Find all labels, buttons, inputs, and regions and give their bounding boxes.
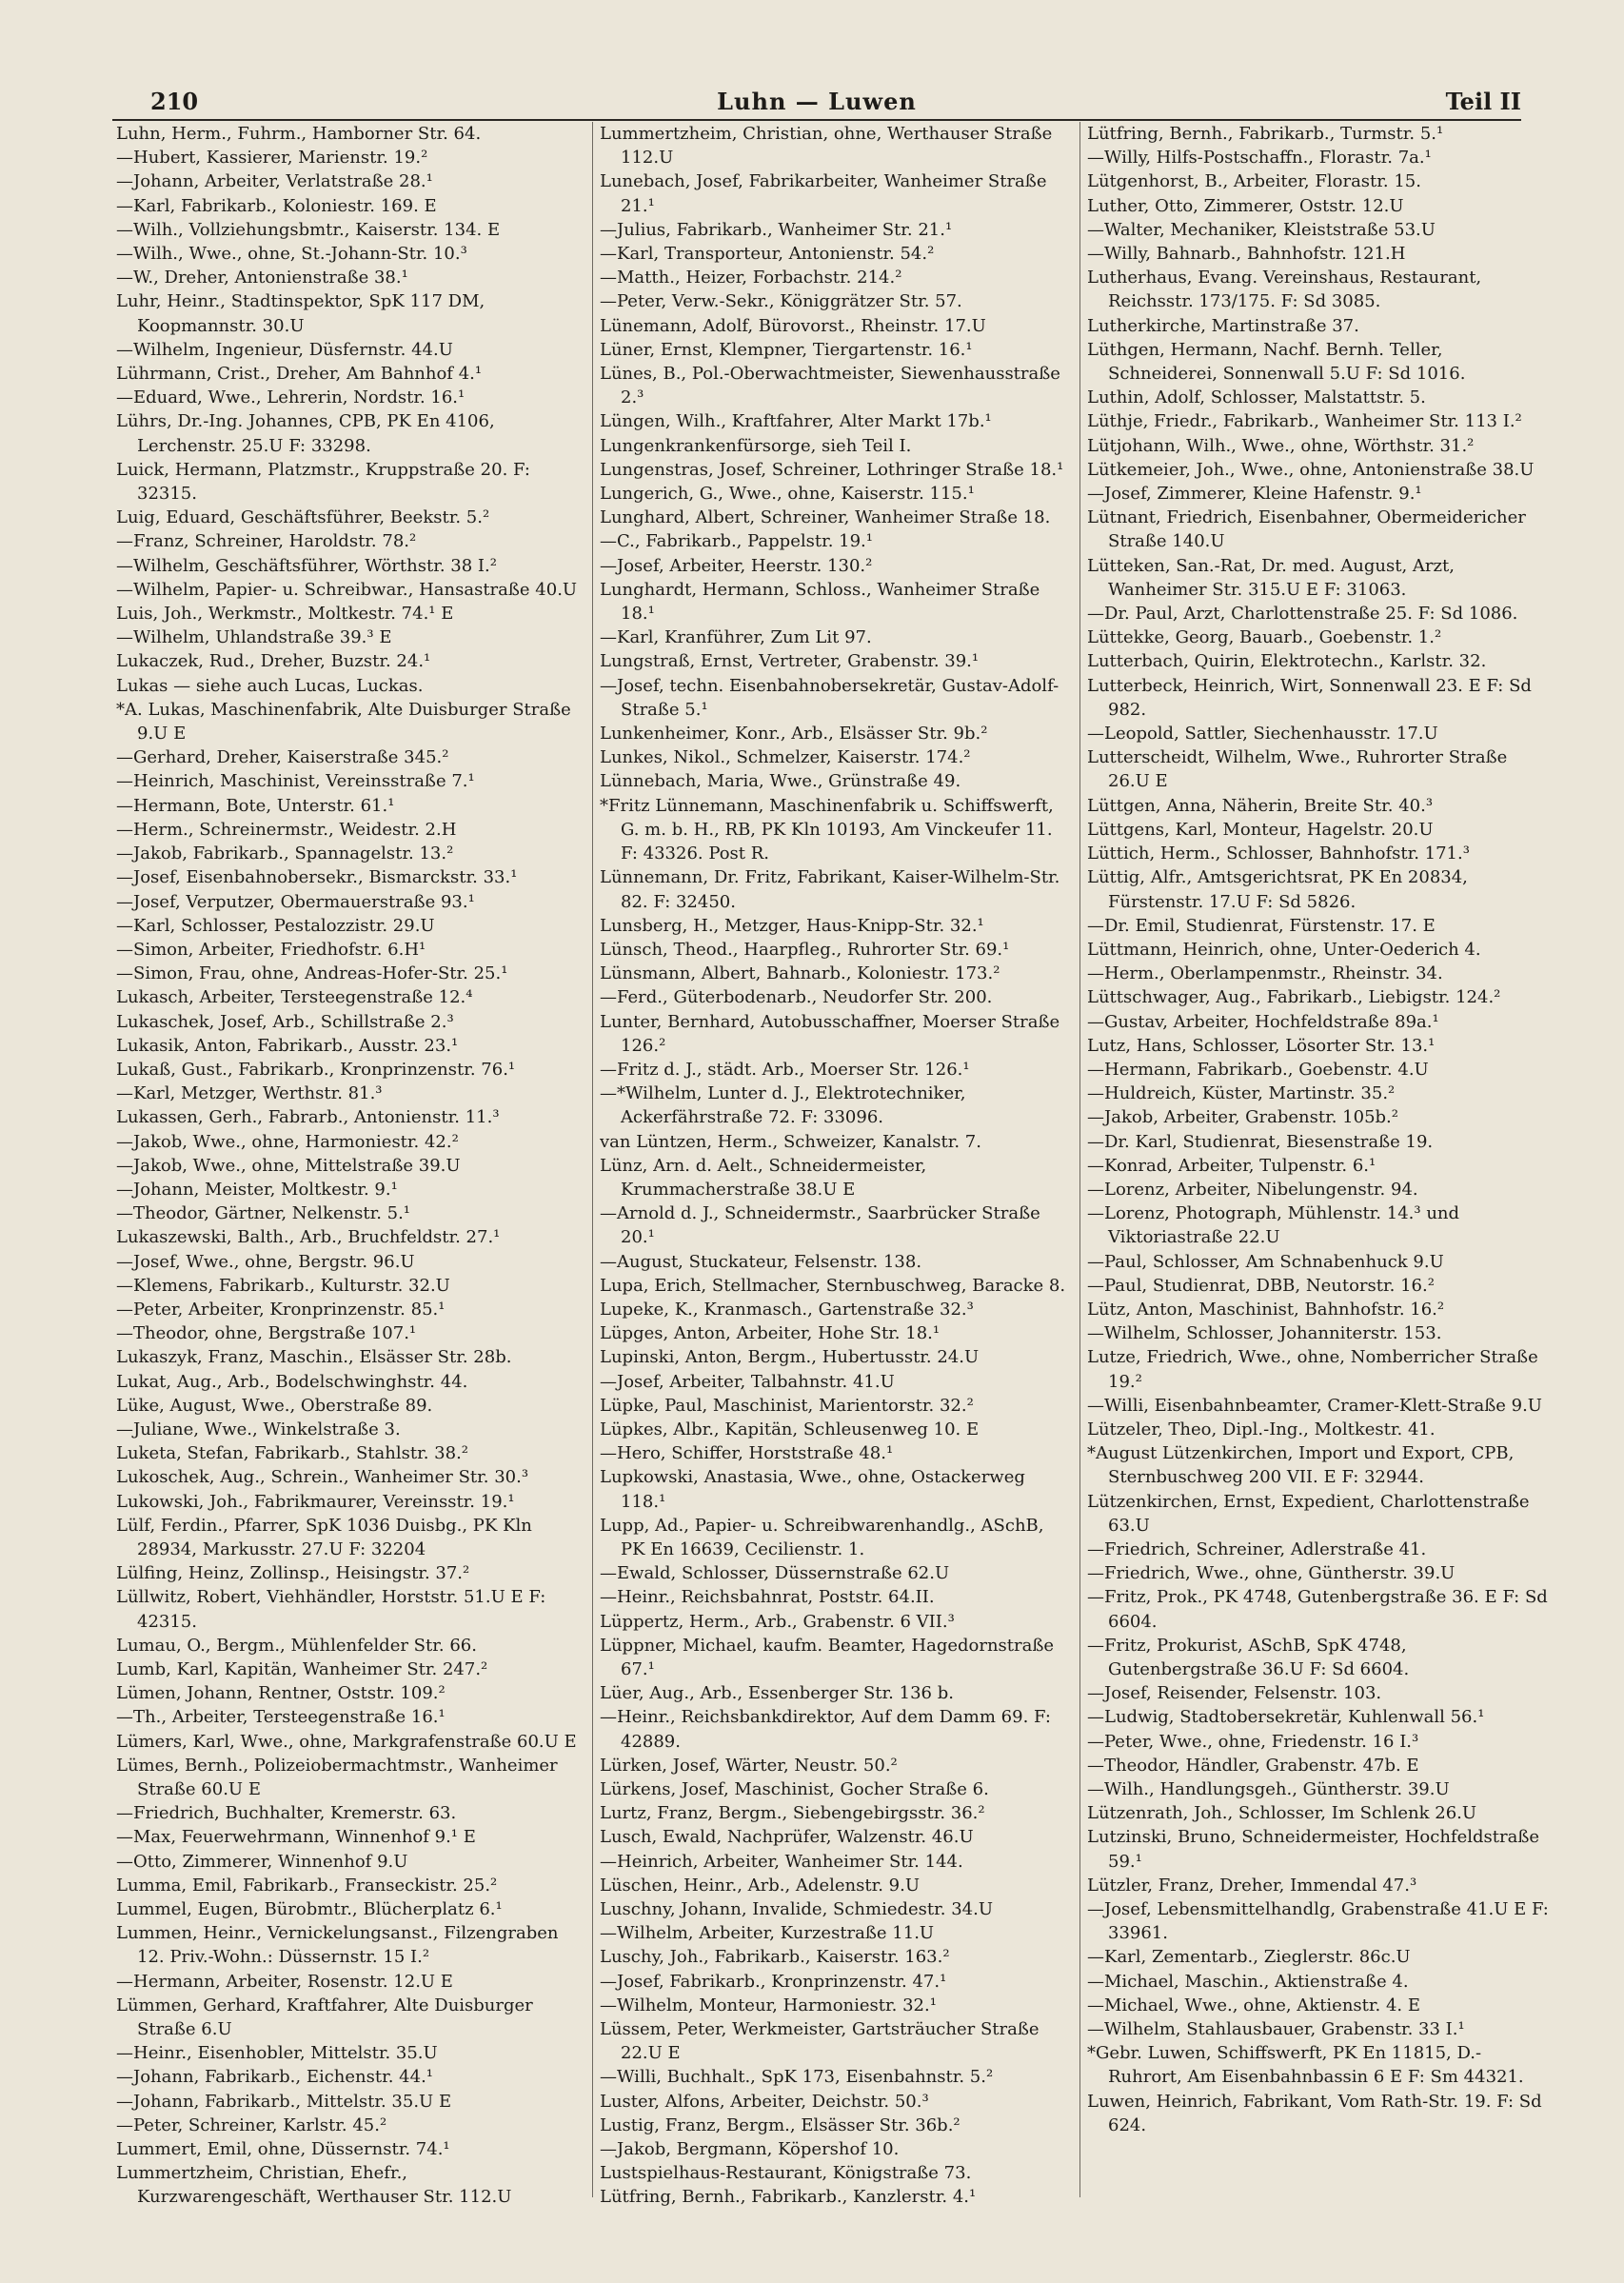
directory-entry: —Leopold, Sattler, Siechenhausstr. 17.U: [1087, 724, 1438, 744]
directory-entry: —Heinr., Eisenhobler, Mittelstr. 35.U: [116, 2043, 438, 2064]
directory-entry: Lünz, Arn. d. Aelt., Schneidermeister, Krummacherstraße 38.U E: [600, 1155, 927, 1200]
directory-entry: Lütnant, Friedrich, Eisenbahner, Obermeidericher Straße 140.U: [1087, 507, 1526, 552]
directory-entry: —Theodor, Händler, Grabenstr. 47b. E: [1087, 1755, 1419, 1776]
directory-entry: Lungenkrankenfürsorge, sieh Teil I.: [600, 435, 912, 456]
directory-entry: Lummen, Heinr., Vernickelungsanst., Filzengraben 12. Priv.-Wohn.: Düssernstr. 15 I.²: [116, 1923, 559, 1968]
directory-entry: Lützenrath, Joh., Schlosser, Im Schlenk 26.U: [1087, 1803, 1477, 1824]
directory-entry: —Willy, Bahnarb., Bahnhofstr. 121.H: [1087, 244, 1406, 265]
directory-entry: Lukasch, Arbeiter, Tersteegenstraße 12.⁴: [116, 987, 473, 1008]
directory-entry: Lützeler, Theo, Dipl.-Ing., Moltkestr. 41.: [1087, 1419, 1436, 1439]
header-rule: [112, 119, 1521, 121]
directory-entry: —Fritz, Prok., PK 4748, Gutenbergstraße 36. E F: Sd 6604.: [1087, 1587, 1548, 1632]
directory-entry: —Dr. Emil, Studienrat, Fürstenstr. 17. E: [1087, 915, 1436, 936]
directory-entry: Lurtz, Franz, Bergm., Siebengebirgsstr. 36.²: [600, 1803, 985, 1824]
directory-entry: —Johann, Arbeiter, Verlatstraße 28.¹: [116, 171, 433, 192]
directory-entry: Lüke, August, Wwe., Oberstraße 89.: [116, 1395, 433, 1416]
directory-entry: —Wilhelm, Stahlausbauer, Grabenstr. 33 I.¹: [1087, 2019, 1465, 2040]
directory-entry: Lürkens, Josef, Maschinist, Gocher Straße 6.: [600, 1779, 989, 1800]
directory-entry: Lunghard, Albert, Schreiner, Wanheimer Straße 18.: [600, 507, 1051, 528]
directory-entry: Lünemann, Adolf, Bürovorst., Rheinstr. 17.U: [600, 315, 986, 336]
directory-entry: —Theodor, ohne, Bergstraße 107.¹: [116, 1323, 417, 1344]
directory-entry: —Friedrich, Schreiner, Adlerstraße 41.: [1087, 1539, 1427, 1559]
directory-entry: —Konrad, Arbeiter, Tulpenstr. 6.¹: [1087, 1155, 1376, 1176]
directory-entry: —Paul, Studienrat, DBB, Neutorstr. 16.²: [1087, 1275, 1435, 1296]
directory-entry: —Matth., Heizer, Forbachstr. 214.²: [600, 268, 902, 288]
directory-entry: —Josef, Eisenbahnobersekr., Bismarckstr. 33.¹: [116, 867, 518, 888]
directory-entry: Lutterscheidt, Wilhelm, Wwe., Ruhrorter Straße 26.U E: [1087, 747, 1508, 792]
directory-entry: *Fritz Lünnemann, Maschinenfabrik u. Schiffswerft, G. m. b. H., RB, PK Kln 10193, Am Vinckeufer 11. F: 43326. Post R.: [600, 795, 1054, 864]
directory-entry: Luig, Eduard, Geschäftsführer, Beekstr. 5.²: [116, 507, 490, 528]
directory-entry: Lütz, Anton, Maschinist, Bahnhofstr. 16.²: [1087, 1299, 1445, 1320]
directory-entry: Lupinski, Anton, Bergm., Hubertusstr. 24.U: [600, 1347, 980, 1368]
directory-entry: —Jakob, Wwe., ohne, Harmoniestr. 42.²: [116, 1131, 459, 1152]
directory-entry: —Hermann, Bote, Unterstr. 61.¹: [116, 795, 395, 816]
column-2: [600, 122, 1066, 2207]
directory-entry: —Fritz d. J., städt. Arb., Moerser Str. 126.¹: [600, 1059, 970, 1080]
directory-entry: —Josef, Fabrikarb., Kronprinzenstr. 47.¹: [600, 1971, 947, 1992]
directory-entry: —Wilhelm, Ingenieur, Düsfernstr. 44.U: [116, 339, 453, 360]
directory-entry: —Friedrich, Buchhalter, Kremerstr. 63.: [116, 1803, 457, 1824]
directory-entry: —Michael, Wwe., ohne, Aktienstr. 4. E: [1087, 1995, 1421, 2015]
directory-entry: Lührmann, Crist., Dreher, Am Bahnhof 4.¹: [116, 364, 483, 385]
directory-entry: Lukassen, Gerh., Fabrarb., Antonienstr. 11.³: [116, 1107, 500, 1128]
directory-entry: Lüschen, Heinr., Arb., Adelenstr. 9.U: [600, 1875, 920, 1896]
directory-entry: —Peter, Verw.-Sekr., Königgrätzer Str. 57.: [600, 291, 962, 312]
directory-entry: —Herm., Oberlampenmstr., Rheinstr. 34.: [1087, 963, 1443, 984]
directory-entry: Lüttig, Alfr., Amtsgerichtsrat, PK En 20834, Fürstenstr. 17.U F: Sd 5826.: [1087, 867, 1468, 912]
directory-entry: Lukaszewski, Balth., Arb., Bruchfeldstr. 27.¹: [116, 1227, 501, 1248]
directory-entry: Lukowski, Joh., Fabrikmaurer, Vereinsstr. 19.¹: [116, 1491, 515, 1512]
directory-entry: —Wilhelm, Uhlandstraße 39.³ E: [116, 627, 392, 648]
directory-entry: —Wilhelm, Papier- u. Schreibwar., Hansastraße 40.U: [116, 579, 578, 600]
directory-entry: Luhn, Herm., Fuhrm., Hamborner Str. 64.: [116, 124, 482, 144]
directory-entry: Lukaschek, Josef, Arb., Schillstraße 2.³: [116, 1011, 454, 1032]
directory-entry: —Simon, Arbeiter, Friedhofstr. 6.H¹: [116, 939, 426, 960]
directory-entry: Luis, Joh., Werkmstr., Moltkestr. 74.¹ E: [116, 604, 454, 625]
directory-entry: —Gerhard, Dreher, Kaiserstraße 345.²: [116, 747, 449, 768]
directory-entry: —Dr. Paul, Arzt, Charlottenstraße 25. F: Sd 1086.: [1087, 604, 1518, 625]
directory-entry: Luschy, Joh., Fabrikarb., Kaiserstr. 163.²: [600, 1947, 950, 1968]
directory-entry: Lüssem, Peter, Werkmeister, Gartsträucher Straße 22.U E: [600, 2019, 1040, 2064]
directory-entry: Luther, Otto, Zimmerer, Oststr. 12.U: [1087, 195, 1404, 216]
column-divider: [1079, 122, 1080, 2197]
directory-entry: —Johann, Meister, Moltkestr. 9.¹: [116, 1179, 398, 1200]
directory-entry: —Karl, Fabrikarb., Koloniestr. 169. E: [116, 195, 437, 216]
directory-entry: —Wilh., Wwe., ohne, St.-Johann-Str. 10.³: [116, 244, 467, 265]
directory-entry: —Walter, Mechaniker, Kleiststraße 53.U: [1087, 219, 1436, 240]
directory-entry: Lüpke, Paul, Maschinist, Marientorstr. 32.²: [600, 1395, 974, 1416]
directory-entry: Lunebach, Josef, Fabrikarbeiter, Wanheimer Straße 21.¹: [600, 171, 1047, 216]
directory-entry: Lutherkirche, Martinstraße 37.: [1087, 315, 1359, 336]
directory-entry: —Hero, Schiffer, Horststraße 48.¹: [600, 1443, 894, 1464]
directory-entry: Lummertzheim, Christian, Ehefr., Kurzwarengeschäft, Werthauser Str. 112.U: [116, 2163, 512, 2207]
directory-entry: Luschny, Johann, Invalide, Schmiedestr. 34.U: [600, 1899, 994, 1920]
directory-entry: Lutterbach, Quirin, Elektrotechn., Karlstr. 32.: [1087, 651, 1487, 672]
directory-entry: —Wilh., Handlungsgeh., Güntherstr. 39.U: [1087, 1779, 1450, 1800]
directory-entry: —Josef, Arbeiter, Talbahnstr. 41.U: [600, 1371, 895, 1392]
page-number: 210: [150, 88, 199, 115]
directory-entry: —Peter, Wwe., ohne, Friedenstr. 16 I.³: [1087, 1731, 1419, 1752]
directory-entry: —Josef, techn. Eisenbahnobersekretär, Gustav-Adolf-Straße 5.¹: [600, 675, 1060, 720]
directory-entry: —Josef, Lebensmittelhandlg, Grabenstraße 41.U E F: 33961.: [1087, 1899, 1549, 1944]
directory-entry: Lützler, Franz, Dreher, Immendal 47.³: [1087, 1875, 1417, 1896]
part-label: Teil II: [1445, 88, 1521, 115]
directory-entry: —Johann, Fabrikarb., Eichenstr. 44.¹: [116, 2067, 434, 2088]
directory-entry: Lungstraß, Ernst, Vertreter, Grabenstr. 39.¹: [600, 651, 980, 672]
directory-entry: —*Wilhelm, Lunter d. J., Elektrotechniker, Ackerfährstraße 72. F: 33096.: [600, 1083, 966, 1128]
directory-entry: Lürken, Josef, Wärter, Neustr. 50.²: [600, 1755, 898, 1776]
directory-entry: Lupkowski, Anastasia, Wwe., ohne, Ostackerweg 118.¹: [600, 1467, 1025, 1512]
directory-entry: —Willi, Eisenbahnbeamter, Cramer-Klett-Straße 9.U: [1087, 1395, 1542, 1416]
directory-entry: —Ludwig, Stadtobersekretär, Kuhlenwall 56.¹: [1087, 1707, 1485, 1728]
directory-entry: Lülf, Ferdin., Pfarrer, SpK 1036 Duisbg., PK Kln 28934, Markusstr. 27.U F: 32204: [116, 1515, 532, 1559]
directory-entry: —Paul, Schlosser, Am Schnabenhuck 9.U: [1087, 1251, 1444, 1272]
directory-entry: Lummert, Emil, ohne, Düssernstr. 74.¹: [116, 2139, 450, 2160]
directory-entry: —Josef, Reisender, Felsenstr. 103.: [1087, 1683, 1382, 1704]
directory-entry: Luster, Alfons, Arbeiter, Deichstr. 50.³: [600, 2091, 929, 2112]
directory-entry: Lüppner, Michael, kaufm. Beamter, Hagedornstraße 67.¹: [600, 1635, 1055, 1679]
directory-entry: Lüttgen, Anna, Näherin, Breite Str. 40.³: [1087, 795, 1434, 816]
directory-entry: Lunkes, Nikol., Schmelzer, Kaiserstr. 174.²: [600, 747, 971, 768]
directory-entry: —Friedrich, Wwe., ohne, Güntherstr. 39.U: [1087, 1563, 1456, 1584]
directory-entry: Lupeke, K., Kranmasch., Gartenstraße 32.³: [600, 1299, 974, 1320]
directory-entry: Lünnemann, Dr. Fritz, Fabrikant, Kaiser-Wilhelm-Str. 82. F: 32450.: [600, 867, 1060, 912]
directory-entry: Lünnebach, Maria, Wwe., Grünstraße 49.: [600, 771, 961, 792]
directory-entry: Luketa, Stefan, Fabrikarb., Stahlstr. 38.²: [116, 1443, 469, 1464]
directory-entry: —Karl, Schlosser, Pestalozzistr. 29.U: [116, 915, 435, 936]
directory-entry: —Otto, Zimmerer, Winnenhof 9.U: [116, 1851, 408, 1872]
directory-entry: Lüner, Ernst, Klempner, Tiergartenstr. 16.¹: [600, 339, 973, 360]
directory-entry: —Peter, Schreiner, Karlstr. 45.²: [116, 2114, 387, 2135]
directory-entry: —Michael, Maschin., Aktienstraße 4.: [1087, 1971, 1409, 1992]
directory-entry: —Josef, Wwe., ohne, Bergstr. 96.U: [116, 1251, 415, 1272]
directory-entry: —Karl, Kranführer, Zum Lit 97.: [600, 627, 872, 648]
directory-entry: —Johann, Fabrikarb., Mittelstr. 35.U E: [116, 2091, 452, 2112]
directory-entry: Lünsch, Theod., Haarpfleg., Ruhrorter Str. 69.¹: [600, 939, 1010, 960]
directory-entry: Lukoschek, Aug., Schrein., Wanheimer Str. 30.³: [116, 1467, 529, 1488]
directory-entry: Lungenstras, Josef, Schreiner, Lothringer Straße 18.¹: [600, 459, 1064, 480]
directory-entry: —Arnold d. J., Schneidermstr., Saarbrücker Straße 20.¹: [600, 1203, 1040, 1248]
directory-entry: —Simon, Frau, ohne, Andreas-Hofer-Str. 25.¹: [116, 963, 508, 984]
directory-entry: Lunter, Bernhard, Autobusschaffner, Moerser Straße 126.²: [600, 1011, 1060, 1056]
directory-entry: Lumau, O., Bergm., Mühlenfelder Str. 66.: [116, 1635, 477, 1656]
directory-entry: Lülfing, Heinz, Zollinsp., Heisingstr. 37.²: [116, 1563, 470, 1584]
directory-entry: Lutterbeck, Heinrich, Wirt, Sonnenwall 23. E F: Sd 982.: [1087, 675, 1532, 720]
column-divider: [592, 122, 593, 2197]
directory-entry: —C., Fabrikarb., Pappelstr. 19.¹: [600, 531, 873, 552]
directory-entry: Lüttmann, Heinrich, ohne, Unter-Oederich 4.: [1087, 939, 1481, 960]
directory-entry: Lukat, Aug., Arb., Bodelschwinghstr. 44.: [116, 1371, 468, 1392]
directory-entry: —August, Stuckateur, Felsenstr. 138.: [600, 1251, 922, 1272]
directory-entry: Luwen, Heinrich, Fabrikant, Vom Rath-Str. 19. F: Sd 624.: [1087, 2091, 1542, 2135]
directory-entry: Lührs, Dr.-Ing. Johannes, CPB, PK En 4106, Lerchenstr. 25.U F: 33298.: [116, 411, 495, 456]
directory-entry: Lütjohann, Wilh., Wwe., ohne, Wörthstr. 31.²: [1087, 435, 1475, 456]
directory-entry: Lünsmann, Albert, Bahnarb., Koloniestr. 173.²: [600, 963, 1000, 984]
directory-entry: —Jakob, Wwe., ohne, Mittelstraße 39.U: [116, 1155, 461, 1176]
directory-entry: —W., Dreher, Antonienstraße 38.¹: [116, 268, 408, 288]
directory-entry: —Wilhelm, Arbeiter, Kurzestraße 11.U: [600, 1923, 935, 1944]
directory-entry: —Willi, Buchhalt., SpK 173, Eisenbahnstr. 5.²: [600, 2067, 994, 2088]
directory-entry: Lukaszyk, Franz, Maschin., Elsässer Str. 28b.: [116, 1347, 512, 1368]
directory-entry: Lüngen, Wilh., Kraftfahrer, Alter Markt 17b.¹: [600, 411, 992, 432]
directory-entry: —Peter, Arbeiter, Kronprinzenstr. 85.¹: [116, 1299, 446, 1320]
directory-entry: —Karl, Zementarb., Zieglerstr. 86c.U: [1087, 1947, 1411, 1968]
directory-entry: Lüttekke, Georg, Bauarb., Goebenstr. 1.²: [1087, 627, 1442, 648]
directory-entry: —Wilhelm, Schlosser, Johanniterstr. 153.: [1087, 1323, 1442, 1344]
directory-entry: Lüthje, Friedr., Fabrikarb., Wanheimer Str. 113 I.²: [1087, 411, 1522, 432]
directory-entry: Lunsberg, H., Metzger, Haus-Knipp-Str. 32.¹: [600, 915, 984, 936]
directory-entry: Lütgenhorst, B., Arbeiter, Florastr. 15.: [1087, 171, 1421, 192]
directory-entry: Lüttschwager, Aug., Fabrikarb., Liebigstr. 124.²: [1087, 987, 1501, 1008]
directory-entry: —Fritz, Prokurist, ASchB, SpK 4748, Gutenbergstraße 36.U F: Sd 6604.: [1087, 1635, 1410, 1679]
directory-entry: Lüttich, Herm., Schlosser, Bahnhofstr. 171.³: [1087, 844, 1470, 864]
directory-entry: —Josef, Zimmerer, Kleine Hafenstr. 9.¹: [1087, 484, 1422, 505]
directory-entry: —Karl, Transporteur, Antonienstr. 54.²: [600, 244, 935, 265]
directory-entry: —Eduard, Wwe., Lehrerin, Nordstr. 16.¹: [116, 387, 465, 408]
directory-entry: Lusch, Ewald, Nachprüfer, Walzenstr. 46.U: [600, 1827, 974, 1848]
directory-entry: Luthin, Adolf, Schlosser, Malstattstr. 5.: [1087, 387, 1426, 408]
directory-entry: Lunghardt, Hermann, Schloss., Wanheimer Straße 18.¹: [600, 579, 1040, 625]
directory-entry: —Julius, Fabrikarb., Wanheimer Str. 21.¹: [600, 219, 953, 240]
directory-entry: —Hubert, Kassierer, Marienstr. 19.²: [116, 148, 428, 169]
directory-entry: Lümers, Karl, Wwe., ohne, Markgrafenstraße 60.U E: [116, 1731, 577, 1752]
directory-entry: Lutherhaus, Evang. Vereinshaus, Restaurant, Reichsstr. 173/175. F: Sd 3085.: [1087, 268, 1482, 312]
directory-entry: —Jakob, Fabrikarb., Spannagelstr. 13.²: [116, 844, 454, 864]
directory-entry: Lumb, Karl, Kapitän, Wanheimer Str. 247.²: [116, 1659, 488, 1679]
directory-entry: Lünes, B., Pol.-Oberwachtmeister, Siewenhausstraße 2.³: [600, 364, 1060, 408]
directory-entry: Lüer, Aug., Arb., Essenberger Str. 136 b.: [600, 1683, 954, 1704]
directory-entry: —Theodor, Gärtner, Nelkenstr. 5.¹: [116, 1203, 411, 1224]
directory-entry: *A. Lukas, Maschinenfabrik, Alte Duisburger Straße 9.U E: [116, 699, 571, 744]
directory-entry: Lützenkirchen, Ernst, Expedient, Charlottenstraße 63.U: [1087, 1491, 1530, 1536]
directory-entry: Lüpkes, Albr., Kapitän, Schleusenweg 10. E: [600, 1419, 980, 1439]
directory-entry: Lummel, Eugen, Bürobmtr., Blücherplatz 6.¹: [116, 1899, 503, 1920]
directory-entry: Lunkenheimer, Konr., Arb., Elsässer Str. 9b.²: [600, 724, 988, 744]
directory-entry: —Hermann, Fabrikarb., Goebenstr. 4.U: [1087, 1059, 1429, 1080]
directory-entry: Lumma, Emil, Fabrikarb., Franseckistr. 25.²: [116, 1875, 498, 1896]
directory-entry: —Heinr., Reichsbankdirektor, Auf dem Damm 69. F: 42889.: [600, 1707, 1051, 1752]
directory-entry: Lustig, Franz, Bergm., Elsässer Str. 36b.²: [600, 2114, 961, 2135]
directory-entry: —Heinrich, Maschinist, Vereinsstraße 7.¹: [116, 771, 475, 792]
directory-entry: —Hermann, Arbeiter, Rosenstr. 12.U E: [116, 1971, 453, 1992]
directory-entry: Lutzinski, Bruno, Schneidermeister, Hochfeldstraße 59.¹: [1087, 1827, 1539, 1872]
directory-entry: Lutze, Friedrich, Wwe., ohne, Nomberricher Straße 19.²: [1087, 1347, 1538, 1392]
directory-entry: —Lorenz, Arbeiter, Nibelungenstr. 94.: [1087, 1179, 1418, 1200]
directory-entry: —Wilhelm, Geschäftsführer, Wörthstr. 38 I.²: [116, 555, 497, 576]
column-1: [116, 122, 583, 2207]
directory-entry: —Max, Feuerwehrmann, Winnenhof 9.¹ E: [116, 1827, 476, 1848]
directory-entry: —Lorenz, Photograph, Mühlenstr. 14.³ und Viktoriastraße 22.U: [1087, 1203, 1460, 1248]
directory-entry: Lüllwitz, Robert, Viehhändler, Horststr. 51.U E F: 42315.: [116, 1587, 546, 1632]
directory-entry: —Heinr., Reichsbahnrat, Poststr. 64.II.: [600, 1587, 935, 1608]
directory-entry: Lümes, Bernh., Polizeiobermachtmstr., Wanheimer Straße 60.U E: [116, 1755, 558, 1800]
directory-entry: Lütteken, San.-Rat, Dr. med. August, Arzt, Wanheimer Str. 315.U E F: 31063.: [1087, 555, 1455, 600]
directory-entry: —Huldreich, Küster, Martinstr. 35.²: [1087, 1083, 1396, 1104]
directory-entry: —Jakob, Arbeiter, Grabenstr. 105b.²: [1087, 1107, 1398, 1128]
directory-entry: Lüttgens, Karl, Monteur, Hagelstr. 20.U: [1087, 819, 1434, 840]
directory-entry: Lukas — siehe auch Lucas, Luckas.: [116, 675, 424, 696]
directory-entry: Lukaczek, Rud., Dreher, Buzstr. 24.¹: [116, 651, 431, 672]
directory-entry: Luhr, Heinr., Stadtinspektor, SpK 117 DM, Koopmannstr. 30.U: [116, 291, 485, 336]
directory-entry: Lümmen, Gerhard, Kraftfahrer, Alte Duisburger Straße 6.U: [116, 1995, 533, 2040]
directory-entry: —Heinrich, Arbeiter, Wanheimer Str. 144.: [600, 1851, 963, 1872]
directory-entry: Lütkemeier, Joh., Wwe., ohne, Antonienstraße 38.U: [1087, 459, 1535, 480]
directory-entry: —Ewald, Schlosser, Düssernstraße 62.U: [600, 1563, 950, 1584]
directory-entry: Lustspielhaus-Restaurant, Königstraße 73.: [600, 2163, 972, 2184]
directory-entry: Lukasik, Anton, Fabrikarb., Ausstr. 23.¹: [116, 1035, 459, 1056]
directory-entry: —Klemens, Fabrikarb., Kulturstr. 32.U: [116, 1275, 450, 1296]
directory-entry: Lüppertz, Herm., Arb., Grabenstr. 6 VII.³: [600, 1611, 955, 1632]
directory-entry: Lütfring, Bernh., Fabrikarb., Kanzlerstr. 4.¹: [600, 2187, 977, 2207]
directory-entry: van Lüntzen, Herm., Schweizer, Kanalstr. 7.: [600, 1131, 981, 1152]
directory-entry: —Ferd., Güterbodenarb., Neudorfer Str. 200.: [600, 987, 993, 1008]
column-3: [1087, 122, 1554, 2207]
directory-entry: —Karl, Metzger, Werthstr. 81.³: [116, 1083, 383, 1104]
directory-entry: —Jakob, Bergmann, Köpershof 10.: [600, 2139, 900, 2160]
directory-entry: —Wilh., Vollziehungsbmtr., Kaiserstr. 134. E: [116, 219, 501, 240]
directory-entry: —Th., Arbeiter, Tersteegenstraße 16.¹: [116, 1707, 446, 1728]
directory-entry: —Franz, Schreiner, Haroldstr. 78.²: [116, 531, 417, 552]
directory-entry: Lütfring, Bernh., Fabrikarb., Turmstr. 5.¹: [1087, 124, 1444, 144]
page-title: Luhn — Luwen: [717, 88, 917, 115]
directory-entry: —Wilhelm, Monteur, Harmoniestr. 32.¹: [600, 1995, 937, 2015]
directory-entry: —Gustav, Arbeiter, Hochfeldstraße 89a.¹: [1087, 1011, 1439, 1032]
directory-entry: —Dr. Karl, Studienrat, Biesenstraße 19.: [1087, 1131, 1434, 1152]
directory-entry: —Herm., Schreinermstr., Weidestr. 2.H: [116, 819, 457, 840]
directory-entry: Lupp, Ad., Papier- u. Schreibwarenhandlg., ASchB, PK En 16639, Cecilienstr. 1.: [600, 1515, 1044, 1559]
directory-entry: Lüthgen, Hermann, Nachf. Bernh. Teller, Schneiderei, Sonnenwall 5.U F: Sd 1016.: [1087, 339, 1466, 385]
directory-entry: *August Lützenkirchen, Import und Export, CPB, Sternbuschweg 200 VII. E F: 32944.: [1087, 1443, 1515, 1488]
directory-entry: —Willy, Hilfs-Postschaffn., Florastr. 7a.¹: [1087, 148, 1432, 169]
directory-entry: Lukaß, Gust., Fabrikarb., Kronprinzenstr. 76.¹: [116, 1059, 516, 1080]
directory-entry: *Gebr. Luwen, Schiffswerft, PK En 11815, D.-Ruhrort, Am Eisenbahnbassin 6 E F: Sm 44321.: [1087, 2043, 1524, 2088]
directory-entry: Lüpges, Anton, Arbeiter, Hohe Str. 18.¹: [600, 1323, 941, 1344]
directory-entry: Lupa, Erich, Stellmacher, Sternbuschweg, Baracke 8.: [600, 1275, 1066, 1296]
directory-entry: —Josef, Verputzer, Obermauerstraße 93.¹: [116, 891, 475, 912]
directory-entry: Lungerich, G., Wwe., ohne, Kaiserstr. 115.¹: [600, 484, 975, 505]
directory-entry: —Josef, Arbeiter, Heerstr. 130.²: [600, 555, 873, 576]
directory-entry: Lutz, Hans, Schlosser, Lösorter Str. 13.¹: [1087, 1035, 1436, 1056]
directory-entry: Luick, Hermann, Platzmstr., Kruppstraße 20. F: 32315.: [116, 459, 530, 505]
directory-entry: —Juliane, Wwe., Winkelstraße 3.: [116, 1419, 401, 1439]
directory-entry: Lummertzheim, Christian, ohne, Werthauser Straße 112.U: [600, 124, 1053, 169]
page-header: [112, 88, 1521, 116]
directory-entry: Lümen, Johann, Rentner, Oststr. 109.²: [116, 1683, 446, 1704]
